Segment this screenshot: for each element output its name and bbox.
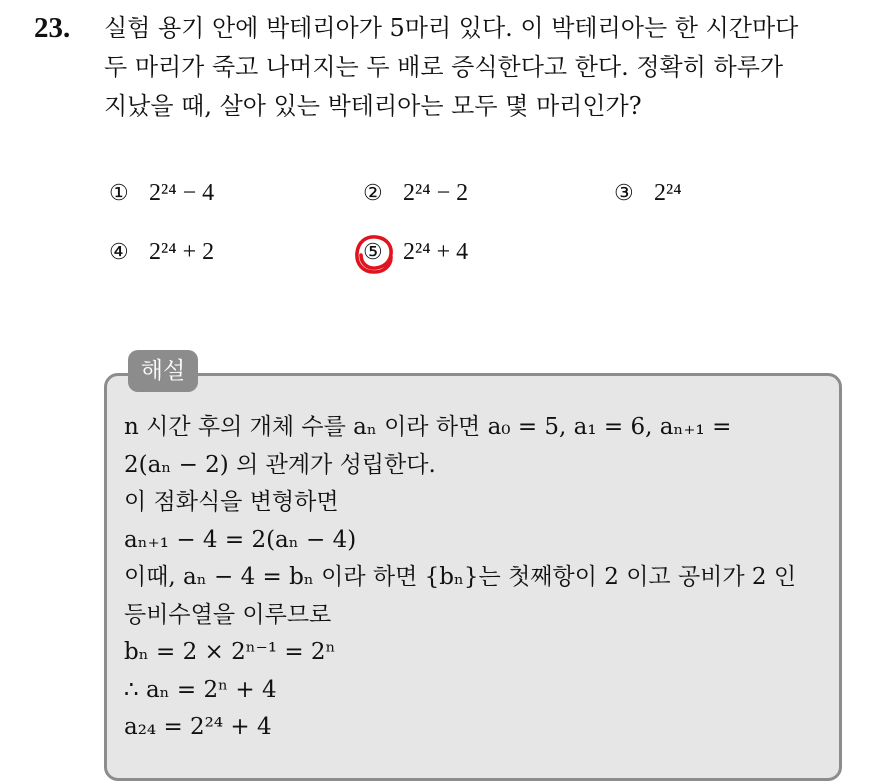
solution-line: bₙ = 2 × 2ⁿ⁻¹ = 2ⁿ (124, 639, 336, 665)
choice-1[interactable] (109, 180, 214, 207)
choice-4-expression: 2²⁴ + 2 (149, 239, 215, 265)
solution-title: 해설 (128, 350, 198, 392)
question-line: 실험 용기 안에 박테리아가 5마리 있다. 이 박테리아는 한 시간마다 (104, 14, 799, 42)
solution-line: ∴ aₙ = 2ⁿ + 4 (124, 676, 277, 703)
choice-3[interactable] (614, 180, 682, 207)
solution-line: 이때, aₙ − 4 = bₙ 이라 하면 {bₙ}는 첫째항이 2 이고 공비가 2 인 (124, 564, 797, 590)
choice-3-number: ③ (614, 180, 634, 205)
solution-line: aₙ₊₁ − 4 = 2(aₙ − 4) (124, 526, 357, 553)
choice-5-number: ⑤ (363, 239, 383, 264)
question-line: 두 마리가 죽고 나머지는 두 배로 증식한다고 한다. 정확히 하루가 (104, 53, 784, 81)
choice-3-expression: 2²⁴ (654, 180, 682, 206)
solution-line: 등비수열을 이루므로 (124, 601, 332, 628)
choice-5-expression: 2²⁴ + 4 (403, 239, 469, 265)
solution-line: n 시간 후의 개체 수를 aₙ 이라 하면 a₀ = 5, a₁ = 6, aₙ₊₁ = (124, 414, 732, 440)
choice-1-expression: 2²⁴ − 4 (149, 180, 215, 206)
solution-text (124, 409, 824, 747)
choice-2[interactable] (363, 180, 468, 207)
solution-line: 2(aₙ − 2) 의 관계가 성립한다. (124, 451, 436, 478)
answer-circle-mark (351, 231, 397, 277)
choice-4-number: ④ (109, 239, 129, 264)
solution-line: a₂₄ = 2²⁴ + 4 (124, 714, 272, 740)
question-line: 지났을 때, 살아 있는 박테리아는 모두 몇 마리인가? (104, 92, 642, 120)
solution-line: 이 점화식을 변형하면 (124, 489, 339, 515)
question-text (104, 9, 864, 126)
choice-4[interactable] (109, 239, 214, 266)
choice-1-number: ① (109, 180, 129, 205)
question-number: 23. (34, 12, 71, 44)
choice-2-number: ② (363, 180, 383, 205)
choice-2-expression: 2²⁴ − 2 (403, 180, 469, 206)
